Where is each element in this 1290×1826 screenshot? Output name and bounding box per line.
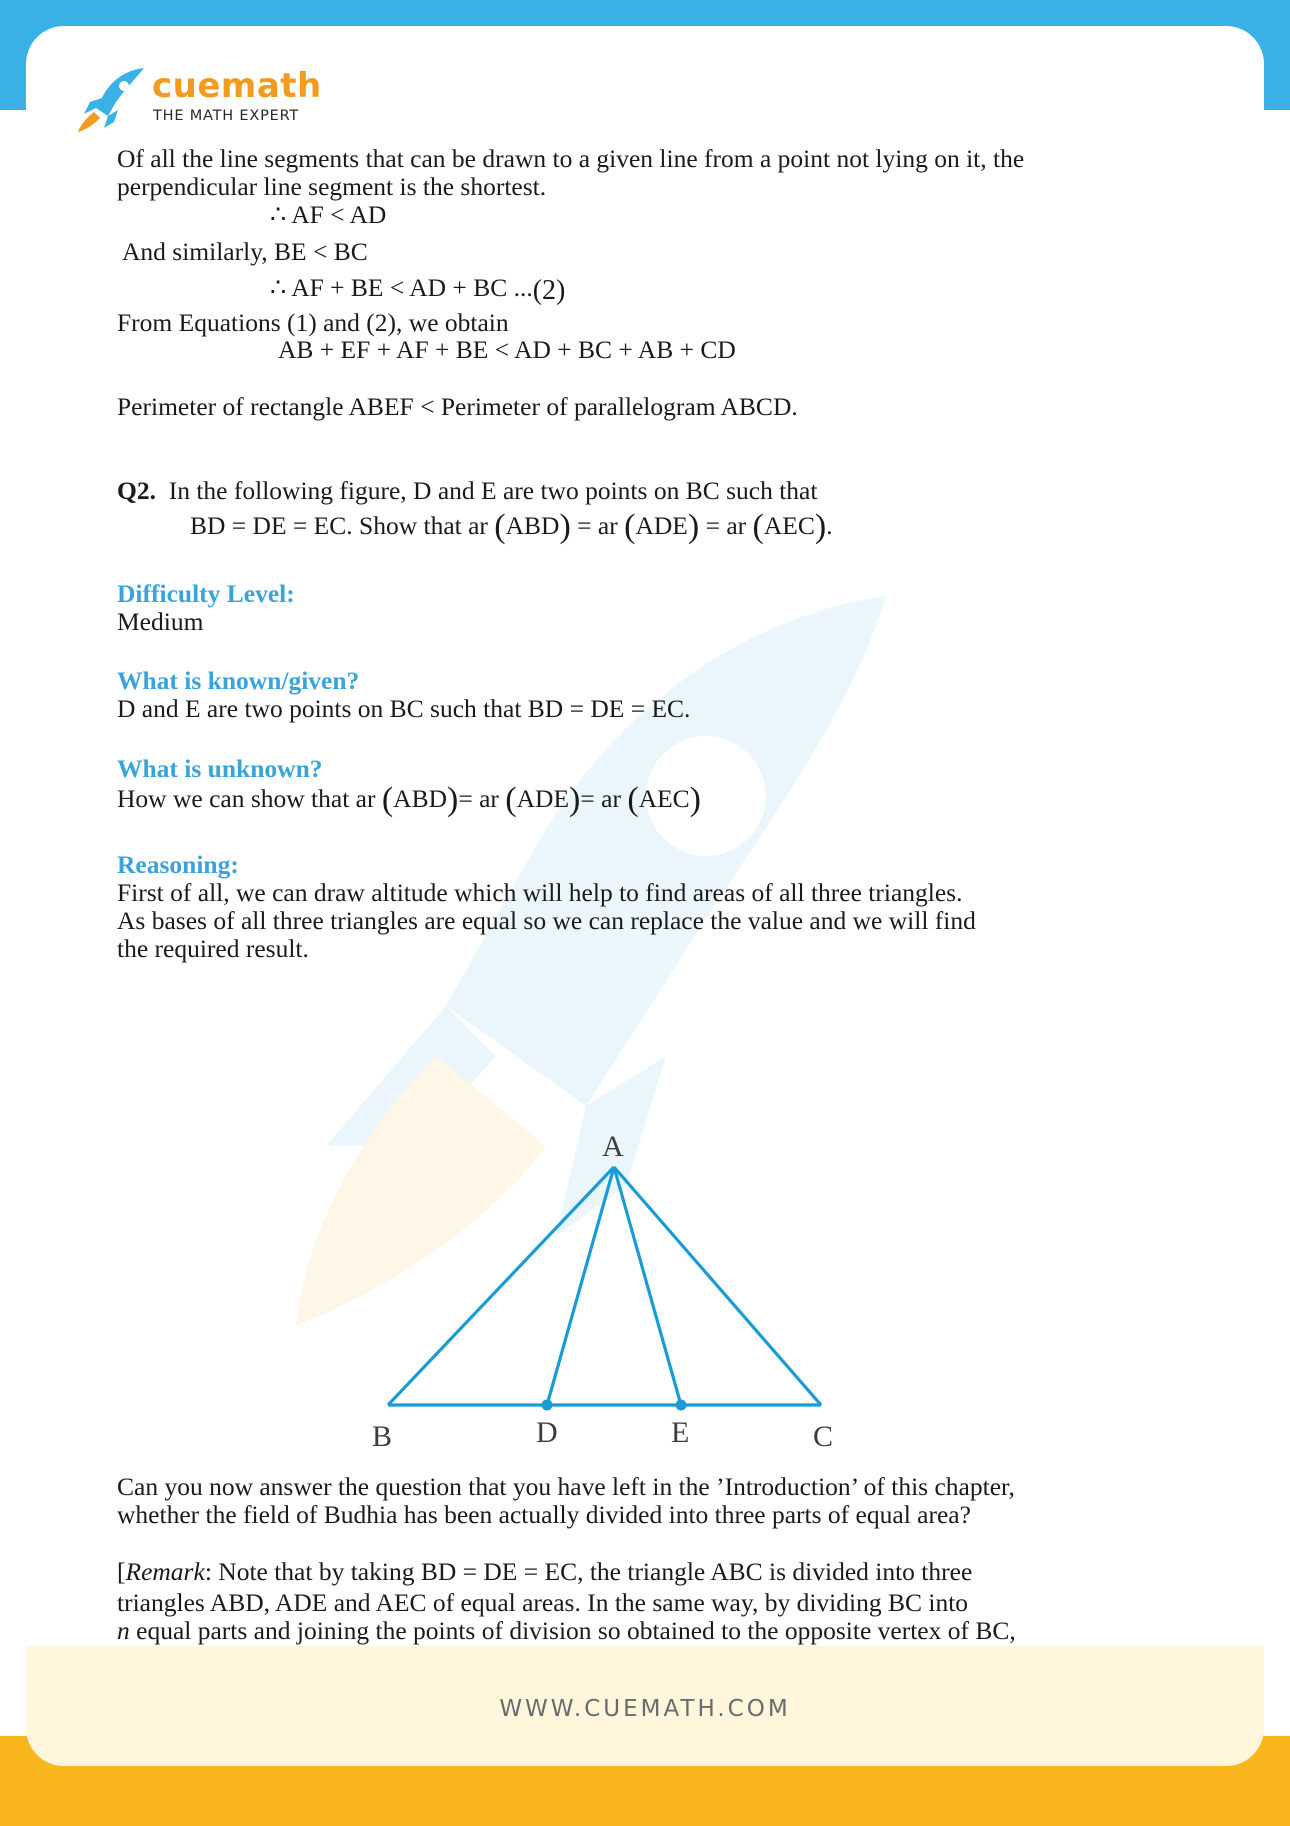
difficulty-value: Medium <box>117 607 204 636</box>
remark-line-1-rest: : Note that by taking BD = DE = EC, the triangle ABC is divided into three <box>204 1557 973 1586</box>
label-c: C <box>813 1420 834 1453</box>
proof-line-2: perpendicular line segment is the shortest. <box>117 172 547 201</box>
remark-line-3 <box>117 1618 1016 1644</box>
known-text: D and E are two points on BC such that BD = DE = EC. <box>117 694 691 723</box>
point-d <box>542 1400 553 1411</box>
followup-line-1: Can you now answer the question that you have left in the ’Introduction’ of this chapter, <box>117 1472 1015 1501</box>
similarly-be-bc: And similarly, BE < BC <box>122 237 368 266</box>
remark-n-1: n <box>117 1616 130 1645</box>
segment-ae <box>614 1167 681 1405</box>
difficulty-heading: Difficulty Level: <box>117 579 295 608</box>
page-card <box>26 26 1264 1766</box>
brand-name: cuemath <box>152 66 322 106</box>
reasoning-line-2: As bases of all three triangles are equal so we can replace the value and we will find <box>117 906 976 935</box>
combined-inequality: AB + EF + AF + BE < AD + BC + AB + CD <box>278 335 736 364</box>
unknown-ade: ADE <box>516 784 570 813</box>
label-d: D <box>536 1416 558 1449</box>
triangle-lines <box>388 1167 821 1405</box>
question-end: . <box>826 511 833 540</box>
equation-label: (2) <box>532 275 566 306</box>
question-line-2: BD = DE = EC. Show that ar (ABD) = ar (ADE) = ar (AEC). <box>190 508 833 545</box>
triangle-aec: AEC <box>763 511 815 540</box>
known-heading: What is known/given? <box>117 666 360 695</box>
remark-bracket: [ <box>117 1557 126 1586</box>
label-b: B <box>372 1420 393 1453</box>
therefore-af-ad: ∴ AF < AD <box>270 200 387 229</box>
triangle-ade: ADE <box>635 511 688 540</box>
perimeter-conclusion: Perimeter of rectangle ABEF < Perimeter of parallelogram ABCD. <box>117 392 798 421</box>
remark-line-3-rest: equal parts and joining the points of division so obtained to the opposite vertex of BC, <box>129 1616 1016 1645</box>
unknown-ar-2: = ar <box>458 784 499 813</box>
unknown-abd: ABD <box>393 784 448 813</box>
remark-line-2: triangles ABD, ADE and AEC of equal areas. In the same way, by dividing BC into <box>117 1588 969 1617</box>
from-equations: From Equations (1) and (2), we obtain <box>117 308 509 337</box>
remark-word: Remark <box>125 1557 205 1586</box>
reasoning-line-3: the required result. <box>117 934 309 963</box>
ar-3: = ar <box>705 511 747 540</box>
label-a: A <box>602 1130 624 1163</box>
triangle-abd: ABD <box>505 511 560 540</box>
point-e <box>676 1400 687 1411</box>
unknown-text-lead: How we can show that ar <box>117 784 376 813</box>
side-ac <box>614 1167 821 1405</box>
footer-url: WWW.CUEMATH.COM <box>499 1696 791 1722</box>
ar-2: = ar <box>577 511 618 540</box>
unknown-heading: What is unknown? <box>117 754 323 783</box>
question-text-2: BD = DE = EC. Show that ar <box>190 511 488 540</box>
question-number: Q2. <box>117 476 156 505</box>
reasoning-heading: Reasoning: <box>117 850 239 879</box>
proof-line-1: Of all the line segments that can be drawn to a given line from a point not lying on it, the <box>117 144 1025 173</box>
unknown-text: How we can show that ar (ABD)= ar (ADE)= ar (AEC) <box>117 781 701 818</box>
therefore-sum-text: ∴ AF + BE < AD + BC ... <box>270 273 533 302</box>
followup-line-2: whether the field of Budhia has been actually divided into three parts of equal area? <box>117 1500 971 1529</box>
question-text-1: In the following figure, D and E are two points on BC such that <box>168 476 818 505</box>
remark-line-1 <box>117 1559 972 1585</box>
unknown-aec: AEC <box>638 784 690 813</box>
reasoning-line-1: First of all, we can draw altitude which will help to find areas of all three triangles. <box>117 878 963 907</box>
unknown-ar-3: = ar <box>580 784 621 813</box>
label-e: E <box>671 1416 690 1449</box>
brand-tagline: THE MATH EXPERT <box>153 108 300 124</box>
